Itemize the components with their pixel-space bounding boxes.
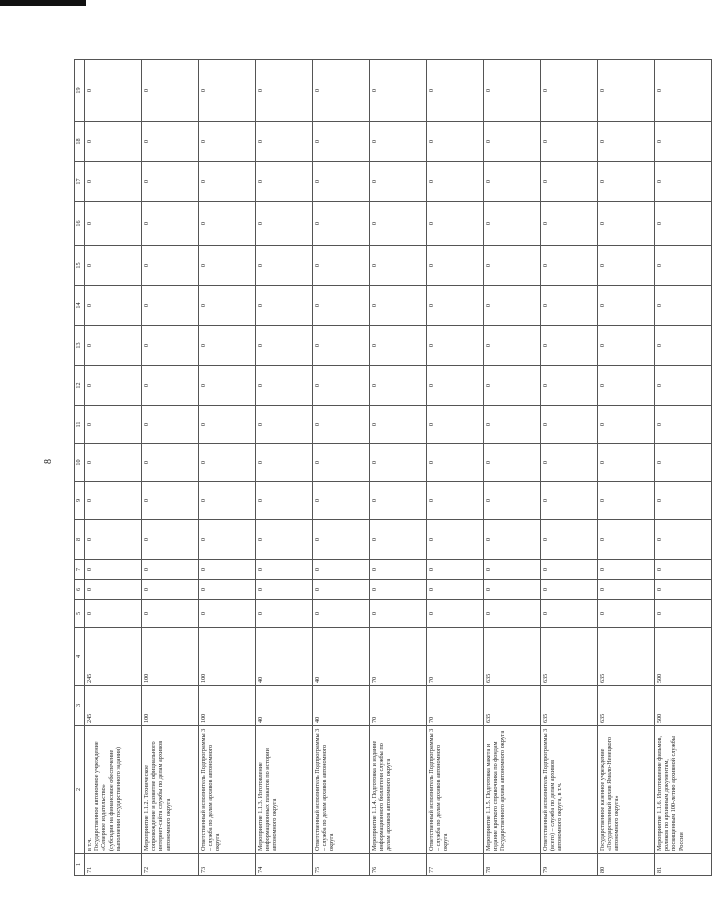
value-cell-col-5: 0 bbox=[427, 600, 484, 628]
value-cell-col-13: 0 bbox=[427, 326, 484, 366]
value-cell-col-10: 0 bbox=[199, 444, 256, 482]
value-cell-col-14: 0 bbox=[256, 286, 313, 326]
value-cell-col-4: 635 bbox=[484, 628, 541, 686]
table-row bbox=[484, 60, 541, 876]
value-cell-col-17: 0 bbox=[199, 162, 256, 202]
value-cell-col-6: 0 bbox=[655, 580, 712, 600]
value-cell-col-18: 0 bbox=[655, 122, 712, 162]
value-cell-col-10: 0 bbox=[427, 444, 484, 482]
value-cell-col-4: 40 bbox=[256, 628, 313, 686]
value-cell-col-8: 0 bbox=[85, 520, 142, 560]
header-row bbox=[75, 60, 85, 876]
value-cell-col-9: 0 bbox=[598, 482, 655, 520]
value-cell-col-8: 0 bbox=[598, 520, 655, 560]
column-header-10: 10 bbox=[75, 444, 85, 482]
value-cell-col-18: 0 bbox=[598, 122, 655, 162]
value-cell-col-16: 0 bbox=[256, 202, 313, 246]
value-cell-col-10: 0 bbox=[370, 444, 427, 482]
item-description-cell: Мероприятие 1.1.6. Изготовление фильмов, роликов по архивным документам, посвященным 100-летию архивной службы России bbox=[655, 726, 712, 854]
table-row bbox=[256, 60, 313, 876]
value-cell-col-17: 0 bbox=[655, 162, 712, 202]
value-cell-col-11: 0 bbox=[598, 406, 655, 444]
column-header-19: 19 bbox=[75, 60, 85, 122]
value-cell-col-13: 0 bbox=[370, 326, 427, 366]
item-description-cell: Мероприятие 1.1.5. Подготовка макета и издание краткого справочника по фондам Государственного архива автономного округа bbox=[484, 726, 541, 854]
row-number-cell: 73 bbox=[199, 854, 256, 876]
value-cell-col-17: 0 bbox=[313, 162, 370, 202]
value-cell-col-4: 500 bbox=[655, 628, 712, 686]
value-cell-col-5: 0 bbox=[313, 600, 370, 628]
value-cell-col-3: 635 bbox=[541, 686, 598, 726]
value-cell-col-10: 0 bbox=[313, 444, 370, 482]
column-header-14: 14 bbox=[75, 286, 85, 326]
rotated-page bbox=[74, 60, 685, 876]
value-cell-col-9: 0 bbox=[370, 482, 427, 520]
value-cell-col-9: 0 bbox=[85, 482, 142, 520]
value-cell-col-7: 0 bbox=[541, 560, 598, 580]
value-cell-col-9: 0 bbox=[541, 482, 598, 520]
value-cell-col-14: 0 bbox=[199, 286, 256, 326]
value-cell-col-8: 0 bbox=[256, 520, 313, 560]
value-cell-col-11: 0 bbox=[484, 406, 541, 444]
value-cell-col-13: 0 bbox=[313, 326, 370, 366]
table-row bbox=[370, 60, 427, 876]
value-cell-col-5: 0 bbox=[370, 600, 427, 628]
row-number-cell: 81 bbox=[655, 854, 712, 876]
value-cell-col-16: 0 bbox=[484, 202, 541, 246]
table-row bbox=[199, 60, 256, 876]
value-cell-col-3: 100 bbox=[199, 686, 256, 726]
value-cell-col-9: 0 bbox=[484, 482, 541, 520]
value-cell-col-7: 0 bbox=[427, 560, 484, 580]
value-cell-col-7: 0 bbox=[85, 560, 142, 580]
row-number-cell: 77 bbox=[427, 854, 484, 876]
value-cell-col-17: 0 bbox=[598, 162, 655, 202]
value-cell-col-16: 0 bbox=[427, 202, 484, 246]
value-cell-col-17: 0 bbox=[85, 162, 142, 202]
row-number-cell: 80 bbox=[598, 854, 655, 876]
value-cell-col-14: 0 bbox=[142, 286, 199, 326]
value-cell-col-12: 0 bbox=[370, 366, 427, 406]
column-header-18: 18 bbox=[75, 122, 85, 162]
value-cell-col-17: 0 bbox=[541, 162, 598, 202]
item-description-cell: Ответственный исполнитель Подпрограммы 3 – служба по делам архивов автономного округа bbox=[199, 726, 256, 854]
value-cell-col-4: 40 bbox=[313, 628, 370, 686]
value-cell-col-8: 0 bbox=[313, 520, 370, 560]
value-cell-col-11: 0 bbox=[313, 406, 370, 444]
value-cell-col-17: 0 bbox=[484, 162, 541, 202]
item-description-cell: Мероприятие 1.1.2. Техническое сопровождение и развитие официального интернет-сайта службы по делам архивов автономного округа bbox=[142, 726, 199, 854]
value-cell-col-14: 0 bbox=[427, 286, 484, 326]
value-cell-col-15: 0 bbox=[199, 246, 256, 286]
value-cell-col-19: 0 bbox=[427, 60, 484, 122]
value-cell-col-11: 0 bbox=[85, 406, 142, 444]
column-header-6: 6 bbox=[75, 580, 85, 600]
value-cell-col-13: 0 bbox=[598, 326, 655, 366]
table-row bbox=[427, 60, 484, 876]
value-cell-col-19: 0 bbox=[256, 60, 313, 122]
value-cell-col-5: 0 bbox=[541, 600, 598, 628]
value-cell-col-16: 0 bbox=[85, 202, 142, 246]
value-cell-col-7: 0 bbox=[370, 560, 427, 580]
value-cell-col-6: 0 bbox=[541, 580, 598, 600]
value-cell-col-3: 70 bbox=[370, 686, 427, 726]
value-cell-col-6: 0 bbox=[427, 580, 484, 600]
value-cell-col-12: 0 bbox=[541, 366, 598, 406]
value-cell-col-6: 0 bbox=[199, 580, 256, 600]
value-cell-col-9: 0 bbox=[427, 482, 484, 520]
column-header-9: 9 bbox=[75, 482, 85, 520]
value-cell-col-5: 0 bbox=[655, 600, 712, 628]
value-cell-col-14: 0 bbox=[541, 286, 598, 326]
column-header-16: 16 bbox=[75, 202, 85, 246]
page-number: 8 bbox=[43, 459, 54, 464]
value-cell-col-9: 0 bbox=[256, 482, 313, 520]
value-cell-col-19: 0 bbox=[85, 60, 142, 122]
value-cell-col-14: 0 bbox=[85, 286, 142, 326]
value-cell-col-11: 0 bbox=[655, 406, 712, 444]
value-cell-col-3: 100 bbox=[142, 686, 199, 726]
value-cell-col-19: 0 bbox=[655, 60, 712, 122]
item-description-cell: Ответственный исполнитель Подпрограммы 3 – служба по делам архивов автономного округа bbox=[427, 726, 484, 854]
value-cell-col-10: 0 bbox=[142, 444, 199, 482]
value-cell-col-15: 0 bbox=[655, 246, 712, 286]
value-cell-col-13: 0 bbox=[85, 326, 142, 366]
value-cell-col-3: 635 bbox=[484, 686, 541, 726]
row-number-cell: 74 bbox=[256, 854, 313, 876]
item-description-cell: Мероприятие 1.1.4. Подготовка и издание информационного бюллетеня службы по делам архивов автономного округа bbox=[370, 726, 427, 854]
value-cell-col-6: 0 bbox=[85, 580, 142, 600]
value-cell-col-12: 0 bbox=[655, 366, 712, 406]
value-cell-col-16: 0 bbox=[598, 202, 655, 246]
column-header-12: 12 bbox=[75, 366, 85, 406]
value-cell-col-11: 0 bbox=[256, 406, 313, 444]
value-cell-col-4: 100 bbox=[199, 628, 256, 686]
value-cell-col-10: 0 bbox=[484, 444, 541, 482]
column-header-5: 5 bbox=[75, 600, 85, 628]
value-cell-col-12: 0 bbox=[427, 366, 484, 406]
value-cell-col-9: 0 bbox=[142, 482, 199, 520]
top-edge-mark bbox=[0, 0, 86, 6]
value-cell-col-12: 0 bbox=[598, 366, 655, 406]
row-number-cell: 75 bbox=[313, 854, 370, 876]
value-cell-col-7: 0 bbox=[655, 560, 712, 580]
value-cell-col-16: 0 bbox=[370, 202, 427, 246]
value-cell-col-16: 0 bbox=[313, 202, 370, 246]
value-cell-col-12: 0 bbox=[142, 366, 199, 406]
value-cell-col-10: 0 bbox=[655, 444, 712, 482]
value-cell-col-11: 0 bbox=[199, 406, 256, 444]
value-cell-col-15: 0 bbox=[484, 246, 541, 286]
value-cell-col-8: 0 bbox=[199, 520, 256, 560]
value-cell-col-17: 0 bbox=[370, 162, 427, 202]
value-cell-col-16: 0 bbox=[199, 202, 256, 246]
table-body bbox=[75, 60, 712, 876]
value-cell-col-13: 0 bbox=[541, 326, 598, 366]
row-number-cell: 71 bbox=[85, 854, 142, 876]
value-cell-col-7: 0 bbox=[598, 560, 655, 580]
value-cell-col-12: 0 bbox=[484, 366, 541, 406]
value-cell-col-15: 0 bbox=[256, 246, 313, 286]
column-header-2: 2 bbox=[75, 726, 85, 854]
value-cell-col-15: 0 bbox=[313, 246, 370, 286]
value-cell-col-3: 245 bbox=[85, 686, 142, 726]
item-description-cell: в т.ч. Государственное автономное учреждение «Северное издательство» (субсидия на финансовое обеспечение выполнения государственного задания) bbox=[85, 726, 142, 854]
column-header-15: 15 bbox=[75, 246, 85, 286]
value-cell-col-15: 0 bbox=[427, 246, 484, 286]
value-cell-col-18: 0 bbox=[313, 122, 370, 162]
row-number-cell: 78 bbox=[484, 854, 541, 876]
value-cell-col-18: 0 bbox=[484, 122, 541, 162]
value-cell-col-13: 0 bbox=[256, 326, 313, 366]
value-cell-col-9: 0 bbox=[199, 482, 256, 520]
value-cell-col-4: 635 bbox=[598, 628, 655, 686]
value-cell-col-8: 0 bbox=[541, 520, 598, 560]
value-cell-col-18: 0 bbox=[370, 122, 427, 162]
value-cell-col-18: 0 bbox=[142, 122, 199, 162]
value-cell-col-16: 0 bbox=[142, 202, 199, 246]
value-cell-col-8: 0 bbox=[142, 520, 199, 560]
value-cell-col-5: 0 bbox=[484, 600, 541, 628]
value-cell-col-16: 0 bbox=[655, 202, 712, 246]
value-cell-col-18: 0 bbox=[427, 122, 484, 162]
value-cell-col-12: 0 bbox=[199, 366, 256, 406]
value-cell-col-10: 0 bbox=[541, 444, 598, 482]
column-header-17: 17 bbox=[75, 162, 85, 202]
value-cell-col-8: 0 bbox=[484, 520, 541, 560]
value-cell-col-5: 0 bbox=[85, 600, 142, 628]
value-cell-col-12: 0 bbox=[313, 366, 370, 406]
value-cell-col-19: 0 bbox=[484, 60, 541, 122]
value-cell-col-16: 0 bbox=[541, 202, 598, 246]
value-cell-col-5: 0 bbox=[256, 600, 313, 628]
column-header-7: 7 bbox=[75, 560, 85, 580]
table-row bbox=[313, 60, 370, 876]
row-number-cell: 72 bbox=[142, 854, 199, 876]
value-cell-col-14: 0 bbox=[655, 286, 712, 326]
column-header-13: 13 bbox=[75, 326, 85, 366]
value-cell-col-15: 0 bbox=[370, 246, 427, 286]
value-cell-col-18: 0 bbox=[85, 122, 142, 162]
value-cell-col-5: 0 bbox=[598, 600, 655, 628]
value-cell-col-13: 0 bbox=[655, 326, 712, 366]
value-cell-col-17: 0 bbox=[427, 162, 484, 202]
value-cell-col-10: 0 bbox=[85, 444, 142, 482]
value-cell-col-8: 0 bbox=[655, 520, 712, 560]
value-cell-col-6: 0 bbox=[313, 580, 370, 600]
value-cell-col-7: 0 bbox=[142, 560, 199, 580]
column-header-4: 4 bbox=[75, 628, 85, 686]
value-cell-col-8: 0 bbox=[370, 520, 427, 560]
value-cell-col-13: 0 bbox=[484, 326, 541, 366]
value-cell-col-8: 0 bbox=[427, 520, 484, 560]
value-cell-col-7: 0 bbox=[484, 560, 541, 580]
value-cell-col-4: 70 bbox=[427, 628, 484, 686]
value-cell-col-6: 0 bbox=[484, 580, 541, 600]
value-cell-col-15: 0 bbox=[541, 246, 598, 286]
value-cell-col-19: 0 bbox=[313, 60, 370, 122]
value-cell-col-11: 0 bbox=[541, 406, 598, 444]
value-cell-col-7: 0 bbox=[199, 560, 256, 580]
table-row bbox=[142, 60, 199, 876]
value-cell-col-3: 40 bbox=[256, 686, 313, 726]
column-header-11: 11 bbox=[75, 406, 85, 444]
value-cell-col-5: 0 bbox=[199, 600, 256, 628]
value-cell-col-10: 0 bbox=[598, 444, 655, 482]
value-cell-col-13: 0 bbox=[199, 326, 256, 366]
value-cell-col-11: 0 bbox=[427, 406, 484, 444]
value-cell-col-6: 0 bbox=[598, 580, 655, 600]
value-cell-col-7: 0 bbox=[313, 560, 370, 580]
item-description-cell: Мероприятие 1.1.3. Изготовление информационных плакатов по истории автономного округа bbox=[256, 726, 313, 854]
value-cell-col-19: 0 bbox=[142, 60, 199, 122]
value-cell-col-17: 0 bbox=[256, 162, 313, 202]
value-cell-col-14: 0 bbox=[370, 286, 427, 326]
value-cell-col-17: 0 bbox=[142, 162, 199, 202]
value-cell-col-15: 0 bbox=[85, 246, 142, 286]
value-cell-col-14: 0 bbox=[484, 286, 541, 326]
row-number-cell: 79 bbox=[541, 854, 598, 876]
table-row bbox=[598, 60, 655, 876]
value-cell-col-3: 635 bbox=[598, 686, 655, 726]
value-cell-col-19: 0 bbox=[541, 60, 598, 122]
value-cell-col-3: 40 bbox=[313, 686, 370, 726]
value-cell-col-15: 0 bbox=[142, 246, 199, 286]
item-description-cell: Ответственный исполнитель Подпрограммы 3 – служба по делам архивов автономного округа bbox=[313, 726, 370, 854]
table-row bbox=[541, 60, 598, 876]
value-cell-col-18: 0 bbox=[199, 122, 256, 162]
column-header-1: 1 bbox=[75, 854, 85, 876]
value-cell-col-12: 0 bbox=[85, 366, 142, 406]
row-number-cell: 76 bbox=[370, 854, 427, 876]
value-cell-col-15: 0 bbox=[598, 246, 655, 286]
value-cell-col-6: 0 bbox=[142, 580, 199, 600]
value-cell-col-18: 0 bbox=[541, 122, 598, 162]
value-cell-col-18: 0 bbox=[256, 122, 313, 162]
value-cell-col-19: 0 bbox=[598, 60, 655, 122]
value-cell-col-19: 0 bbox=[199, 60, 256, 122]
value-cell-col-10: 0 bbox=[256, 444, 313, 482]
value-cell-col-19: 0 bbox=[370, 60, 427, 122]
budget-table bbox=[74, 59, 712, 876]
value-cell-col-5: 0 bbox=[142, 600, 199, 628]
value-cell-col-14: 0 bbox=[598, 286, 655, 326]
table-row bbox=[85, 60, 142, 876]
column-header-8: 8 bbox=[75, 520, 85, 560]
value-cell-col-14: 0 bbox=[313, 286, 370, 326]
value-cell-col-3: 500 bbox=[655, 686, 712, 726]
table-row bbox=[655, 60, 712, 876]
value-cell-col-4: 100 bbox=[142, 628, 199, 686]
value-cell-col-4: 635 bbox=[541, 628, 598, 686]
item-description-cell: Государственное казенное учреждение «Государственный архив Ямало-Ненецкого автономного округа» bbox=[598, 726, 655, 854]
value-cell-col-7: 0 bbox=[256, 560, 313, 580]
value-cell-col-9: 0 bbox=[313, 482, 370, 520]
value-cell-col-6: 0 bbox=[256, 580, 313, 600]
column-header-3: 3 bbox=[75, 686, 85, 726]
item-description-cell: Ответственный исполнитель Подпрограммы 3 (всего) – служба по делам архивов автономного округа, в т.ч. bbox=[541, 726, 598, 854]
value-cell-col-11: 0 bbox=[142, 406, 199, 444]
value-cell-col-11: 0 bbox=[370, 406, 427, 444]
value-cell-col-3: 70 bbox=[427, 686, 484, 726]
value-cell-col-9: 0 bbox=[655, 482, 712, 520]
value-cell-col-13: 0 bbox=[142, 326, 199, 366]
value-cell-col-12: 0 bbox=[256, 366, 313, 406]
value-cell-col-4: 245 bbox=[85, 628, 142, 686]
value-cell-col-6: 0 bbox=[370, 580, 427, 600]
value-cell-col-4: 70 bbox=[370, 628, 427, 686]
